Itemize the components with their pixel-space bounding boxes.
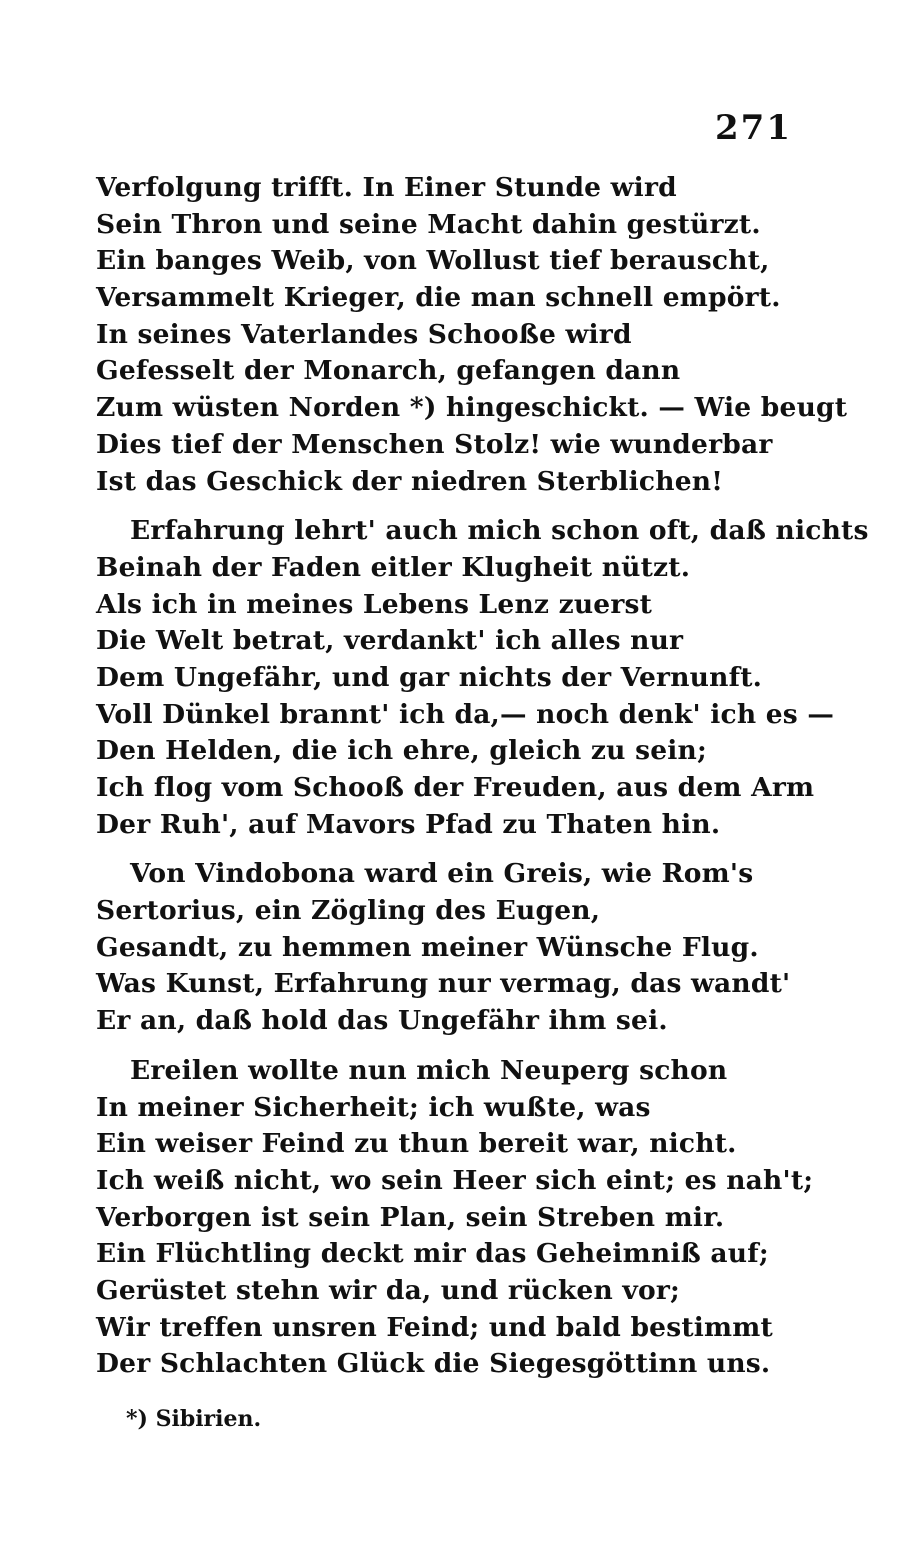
- verse-line: Ein banges Weib, von Wollust tief berauscht,: [96, 245, 770, 277]
- verse-line: Verborgen ist sein Plan, sein Streben mir.: [96, 1201, 725, 1233]
- stanza-3: [96, 856, 796, 1039]
- verse-line: Erfahrung lehrt' auch mich schon oft, daß nichts: [130, 515, 869, 547]
- verse-line: Versammelt Krieger, die man schnell empört.: [96, 282, 781, 314]
- page-number: 271: [715, 108, 792, 148]
- verse-line: Der Ruh', auf Mavors Pfad zu Thaten hin.: [96, 808, 721, 840]
- poem-body: [96, 170, 869, 1383]
- verse-line: Ereilen wollte nun mich Neuperg schon: [130, 1054, 728, 1086]
- verse-line: Die Welt betrat, verdankt' ich alles nur: [96, 625, 684, 657]
- verse-line: Gesandt, zu hemmen meiner Wünsche Flug.: [96, 931, 759, 963]
- verse-line: Zum wüsten Norden *) hingeschickt. — Wie beugt: [96, 392, 848, 424]
- verse-line: Ich weiß nicht, wo sein Heer sich eint; es nah't;: [96, 1164, 814, 1196]
- verse-line: Voll Dünkel brannt' ich da,— noch denk' ich es —: [96, 698, 835, 730]
- verse-line: Von Vindobona ward ein Greis, wie Rom's: [130, 858, 754, 890]
- stanza-2: [96, 513, 869, 843]
- verse-line: Gefesselt der Monarch, gefangen dann: [96, 355, 681, 387]
- verse-line: Ich flog vom Schooß der Freuden, aus dem Arm: [96, 772, 815, 803]
- footnote: *) Sibirien.: [126, 1406, 262, 1432]
- verse-line: Beinah der Faden eitler Klugheit nützt.: [96, 551, 691, 583]
- verse-line: Was Kunst, Erfahrung nur vermag, das wandt': [96, 968, 791, 1000]
- verse-line: Gerüstet stehn wir da, und rücken vor;: [96, 1274, 680, 1306]
- verse-line: Als ich in meines Lebens Lenz zuerst: [96, 588, 653, 620]
- verse-line: Den Helden, die ich ehre, gleich zu sein;: [96, 735, 707, 767]
- verse-line: Ist das Geschick der niedren Sterblichen!: [96, 465, 724, 497]
- verse-line: Er an, daß hold das Ungefähr ihm sei.: [96, 1005, 668, 1037]
- verse-line: Ein Flüchtling deckt mir das Geheimniß auf;: [96, 1238, 769, 1270]
- verse-line: Der Schlachten Glück die Siegesgöttinn uns.: [96, 1348, 771, 1380]
- verse-line: In meiner Sicherheit; ich wußte, was: [96, 1091, 651, 1123]
- stanza-4: [96, 1053, 814, 1383]
- verse-line: Sein Thron und seine Macht dahin gestürzt.: [96, 208, 761, 240]
- verse-line: Verfolgung trifft. In Einer Stunde wird: [96, 172, 677, 203]
- verse-line: Dies tief der Menschen Stolz! wie wunderbar: [96, 428, 773, 460]
- verse-line: Sertorius, ein Zögling des Eugen,: [96, 895, 601, 927]
- verse-line: Ein weiser Feind zu thun bereit war, nicht.: [96, 1128, 737, 1160]
- verse-line: Wir treffen unsren Feind; und bald bestimmt: [96, 1311, 773, 1343]
- verse-line: In seines Vaterlandes Schooße wird: [96, 318, 632, 350]
- stanza-1: [96, 170, 848, 500]
- verse-line: Dem Ungefähr, und gar nichts der Vernunft.: [96, 661, 763, 693]
